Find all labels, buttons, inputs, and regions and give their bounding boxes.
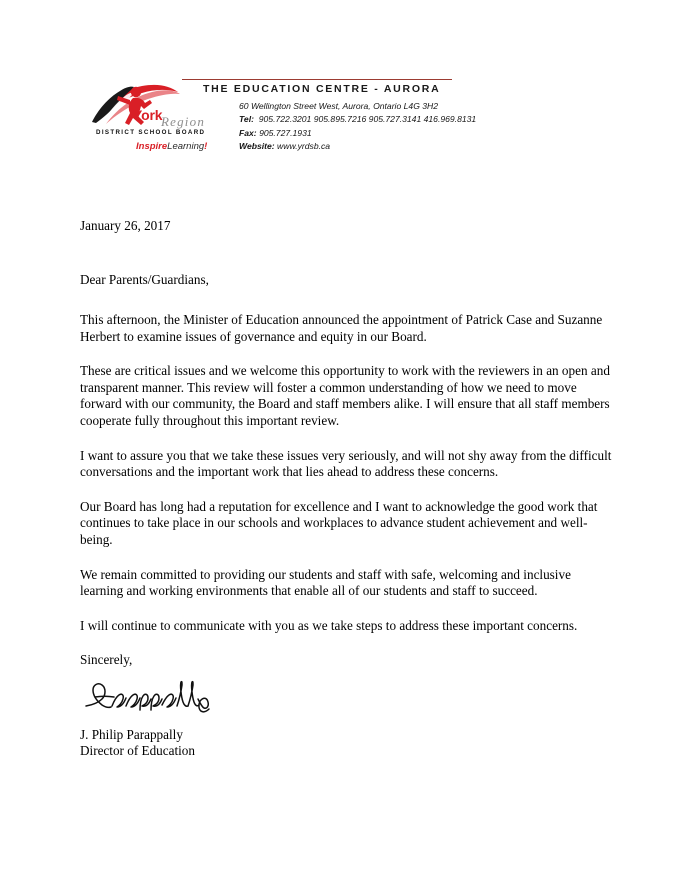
contact-fax-line <box>239 127 476 140</box>
yrdsb-logo <box>86 80 214 160</box>
letter-paragraph: Our Board has long had a reputation for excellence and I want to acknowledge the good work that continues to take place in our schools and workplaces to advance student achievement and well-being. <box>80 498 598 547</box>
contact-address: 60 Wellington Street West, Aurora, Ontario L4G 3H2 <box>239 101 439 111</box>
tagline-learning: Learning <box>167 141 205 152</box>
letterhead-contact-block <box>239 100 476 153</box>
letter-salutation: Dear Parents/Guardians, <box>80 272 209 287</box>
letterhead-divider <box>182 79 452 80</box>
contact-tel-value: 905.722.3201 905.895.7216 905.727.3141 416.969.8131 <box>258 114 477 125</box>
signer-title: Director of Education <box>80 742 195 758</box>
letter-paragraph: We remain committed to providing our students and staff with safe, welcoming and inclusive learning and working environments that enable all of our students and staff to succeed. <box>80 566 571 599</box>
contact-website-value[interactable]: www.yrdsb.ca <box>277 140 331 151</box>
contact-website-label: Website: <box>239 140 275 151</box>
logo-wordmark-york: York <box>133 107 163 123</box>
letterhead-title: THE EDUCATION CENTRE - AURORA <box>203 83 441 95</box>
letter-paragraph: I will continue to communicate with you as we take steps to address these important concerns. <box>80 617 578 633</box>
handwritten-signature-icon <box>82 676 212 714</box>
letter-body <box>80 218 612 758</box>
logo-wordmark-district-school-board: DISTRICT SCHOOL BOARD <box>96 129 206 136</box>
contact-fax-value: 905.727.1931 <box>259 127 312 138</box>
contact-tel-label: Tel: <box>239 114 254 125</box>
contact-fax-label: Fax: <box>239 127 257 138</box>
tagline-exclamation: ! <box>204 141 208 152</box>
signer-name: J. Philip Parappally <box>80 727 183 743</box>
logo-wordmark-region: Region <box>161 114 206 129</box>
letter-paragraph: These are critical issues and we welcome this opportunity to work with the reviewers in an open and transparent manner. This review will foster a common understanding of how we need to move forward with our community, the Board and staff members alike. I will ensure that all staff members cooperate fully throughout this important review. <box>80 363 610 428</box>
contact-website-line <box>239 140 476 153</box>
letter-closing: Sincerely, <box>80 652 133 668</box>
tagline-inspire: Inspire <box>136 141 168 152</box>
letter-date: January 26, 2017 <box>80 218 171 233</box>
letter-signer <box>80 727 612 758</box>
letter-paragraph: I want to assure you that we take these issues very seriously, and will not shy away from the difficult conversations and the important work that lies ahead to address these concerns. <box>80 447 612 480</box>
letterhead <box>0 0 690 175</box>
letter-paragraph: This afternoon, the Minister of Education announced the appointment of Patrick Case and Suzanne Herbert to examine issues of governance and equity in our Board. <box>80 312 603 344</box>
logo-tagline <box>136 142 207 152</box>
contact-tel-line <box>239 113 476 126</box>
